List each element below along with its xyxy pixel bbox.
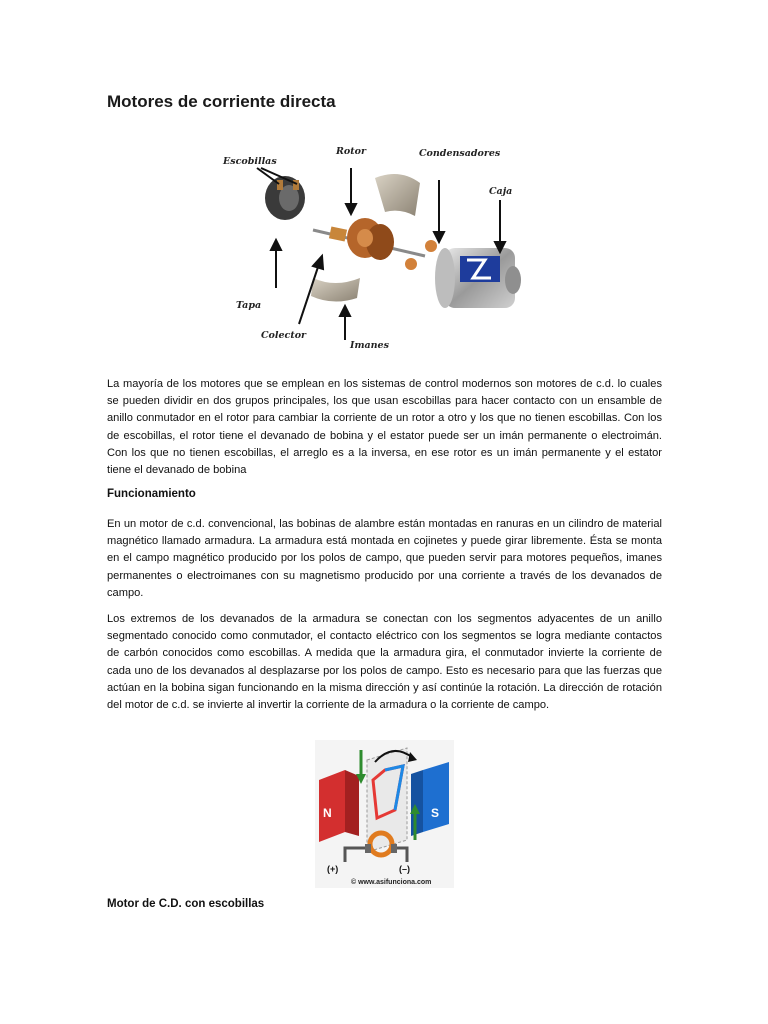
magnet-bottom-part bbox=[311, 278, 360, 302]
south-pole-magnet bbox=[423, 762, 449, 832]
north-pole-label: N bbox=[323, 806, 332, 820]
label-rotor: Rotor bbox=[336, 146, 366, 157]
label-tapa: Tapa bbox=[236, 300, 262, 311]
paragraph-armadura: En un motor de c.d. convencional, las bobinas de alambre están montadas en ranuras en un cilindro de material magnético llamado armadura. La armadura está montada en cojinetes y puede girar libremente. Ésta se monta en el campo magnético producido por los polos de campo, que pueden servir para motores pequeños, imanes permanentes o electroimanes con su magnetismo producido por una corriente a través de los devanados de campo. bbox=[107, 518, 662, 599]
label-caja: Caja bbox=[489, 186, 513, 197]
page-title: Motores de corriente directa bbox=[107, 92, 336, 111]
negative-terminal-label: (–) bbox=[399, 864, 410, 874]
brush-cap-part bbox=[265, 176, 305, 220]
motor-exploded-figure bbox=[215, 138, 545, 358]
commutator-part bbox=[329, 226, 347, 241]
motor-case-part bbox=[435, 248, 521, 308]
dc-motor-brushes-figure bbox=[315, 740, 454, 888]
south-pole-label: S bbox=[431, 806, 440, 820]
paragraph-intro: La mayoría de los motores que se emplean en los sistemas de control modernos son motores de c.d. lo cuales se pueden dividir en dos grupos principales, los que usan escobillas para hacer contacto con un ensamble de anillo conmutador en el rotor para cambiar la corriente de un rotor a otro y los que no tienen escobillas. Con los de escobillas, el rotor tiene el devanado de bobina y el estator puede ser un imán permanente o electroimán. Con los que no tienen escobillas, el arreglo es a la inversa, en ese rotor es un imán permanente y el estator tiene el devanado de bobina bbox=[107, 378, 662, 477]
motor-exploded-illustration bbox=[215, 138, 545, 358]
brush-lead-positive bbox=[345, 848, 365, 862]
positive-terminal-label: (+) bbox=[327, 864, 339, 874]
magnet-top-part bbox=[375, 174, 420, 216]
heading-funcionamiento: Funcionamiento bbox=[107, 488, 196, 500]
rotor-part bbox=[347, 218, 394, 260]
paragraph-conmutador: Los extremos de los devanados de la armadura se conectan con los segmentos adyacentes de un anillo segmentado conocido como conmutador, el contacto eléctrico con los segmentos se logra mediante contactos de carbón conocidos como escobillas. A medida que la armadura gira, el conmutador invierte la corriente de cada uno de los devanados al desplazarse por los polos de campo. Esto es necesario para que las fuerzas que actúan en la bobina sigan funcionando en la misma dirección y así continúe la rotación. La dirección de rotación del motor de c.d. se invierte al invertir la corriente de la armadura o la corriente de campo. bbox=[107, 613, 662, 712]
label-imanes: Imanes bbox=[350, 340, 389, 351]
figure-copyright: © www.asifunciona.com bbox=[351, 879, 432, 886]
label-colector: Colector bbox=[261, 330, 307, 341]
label-condensadores: Condensadores bbox=[419, 148, 501, 159]
label-escobillas: Escobillas bbox=[223, 156, 277, 167]
figure-caption: Motor de C.D. con escobillas bbox=[107, 898, 265, 910]
